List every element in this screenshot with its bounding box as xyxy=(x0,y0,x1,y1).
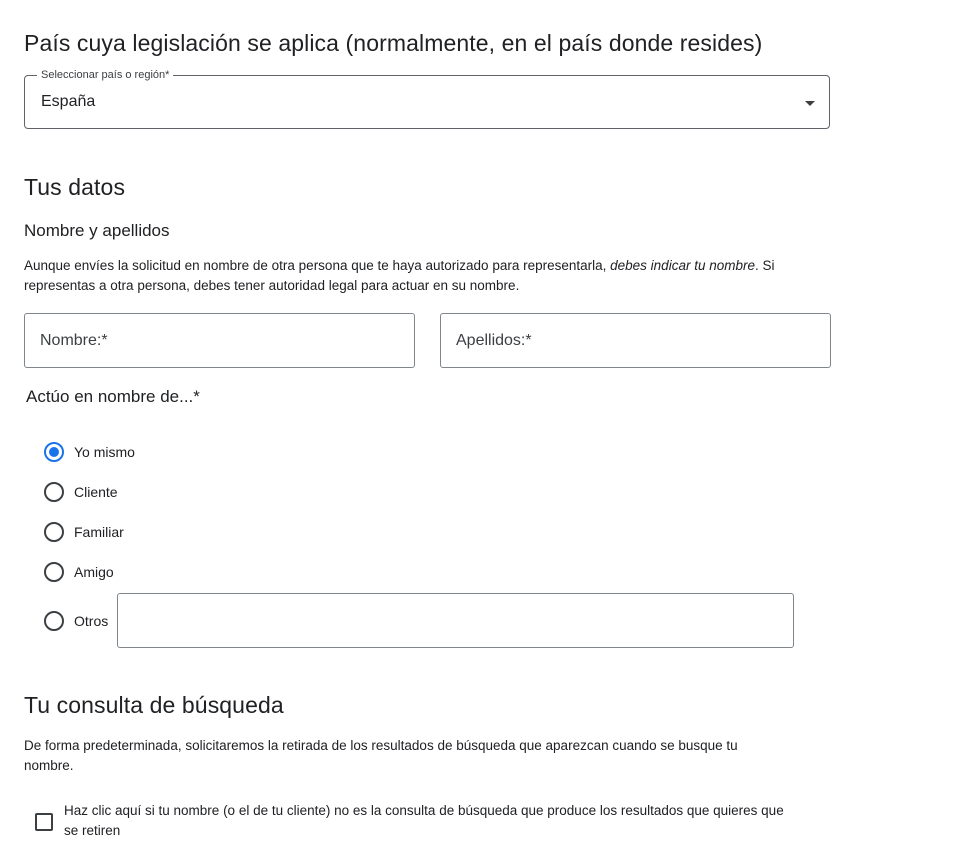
radio-label: Amigo xyxy=(74,564,114,580)
name-help-line2: representas a otra persona, debes tener autoridad legal para actuar en su nombre. xyxy=(24,278,520,293)
your-data-heading: Tus datos xyxy=(24,174,126,200)
radio-option-cliente[interactable] xyxy=(44,481,118,503)
radio-option-otros[interactable] xyxy=(44,610,108,632)
checkbox-label-line1: Haz clic aquí si tu nombre (o el de tu cliente) no es la consulta de búsqueda que produce los resultados que quieres que xyxy=(64,803,784,818)
dropdown-arrow-icon xyxy=(805,101,815,106)
radio-unselected-icon[interactable] xyxy=(44,482,64,502)
acting-on-behalf-label: Actúo en nombre de...* xyxy=(26,387,200,406)
country-select-value: España xyxy=(41,93,96,110)
name-subheading: Nombre y apellidos xyxy=(24,221,170,240)
search-query-description-line1: De forma predeterminada, solicitaremos la retirada de los resultados de búsqueda que aparezcan cuando se busque tu xyxy=(24,738,738,753)
radio-label: Familiar xyxy=(74,524,124,540)
country-select-label: Seleccionar país o región* xyxy=(37,69,173,82)
name-help-emphasis: debes indicar tu nombre xyxy=(610,258,755,273)
last-name-field[interactable] xyxy=(440,313,831,368)
custom-query-checkbox[interactable] xyxy=(35,813,53,831)
radio-unselected-icon[interactable] xyxy=(44,522,64,542)
search-query-description-line2: nombre. xyxy=(24,758,74,773)
other-relationship-field[interactable] xyxy=(117,593,794,648)
country-select[interactable] xyxy=(24,69,830,129)
search-query-description xyxy=(24,736,844,776)
checkbox-label-line2: se retiren xyxy=(64,823,121,838)
jurisdiction-heading: País cuya legislación se aplica (normalmente, en el país donde resides) xyxy=(24,30,763,56)
radio-label: Cliente xyxy=(74,484,118,500)
radio-option-amigo[interactable] xyxy=(44,561,114,583)
first-name-placeholder: Nombre:* xyxy=(40,332,108,349)
radio-label: Otros xyxy=(74,613,109,629)
name-help-line1-start: Aunque envíes la solicitud en nombre de otra persona que te haya autorizado para representarla, xyxy=(24,258,611,273)
first-name-field[interactable] xyxy=(24,313,415,368)
last-name-placeholder: Apellidos:* xyxy=(456,332,532,349)
radio-selected-icon[interactable] xyxy=(44,442,64,462)
custom-query-checkbox-label[interactable] xyxy=(64,801,924,841)
search-query-heading: Tu consulta de búsqueda xyxy=(24,692,284,718)
name-help-line1-end: . Si xyxy=(754,258,775,273)
radio-label: Yo mismo xyxy=(74,444,135,460)
radio-unselected-icon[interactable] xyxy=(44,562,64,582)
radio-unselected-icon[interactable] xyxy=(44,611,64,631)
name-help-text xyxy=(24,256,844,296)
radio-option-familiar[interactable] xyxy=(44,521,124,543)
radio-option-yo-mismo[interactable] xyxy=(44,441,135,463)
